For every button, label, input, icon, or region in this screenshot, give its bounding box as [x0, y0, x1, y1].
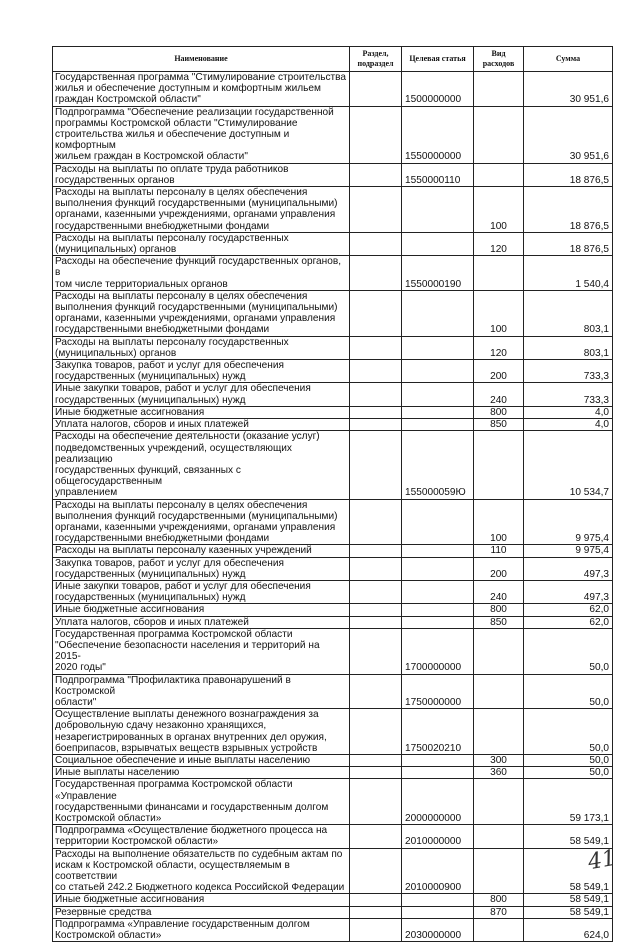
cell-summa: 58 549,1: [524, 848, 613, 894]
cell-razdel: [350, 918, 402, 941]
cell-razdel: [350, 360, 402, 383]
cell-razdel: [350, 709, 402, 755]
cell-name: Государственная программа Костромской области «Управление государственными финансами и государственным долгом Костромской области»: [53, 779, 350, 825]
cell-summa: 10 534,7: [524, 431, 613, 499]
cell-summa: 803,1: [524, 336, 613, 359]
cell-name: Закупка товаров, работ и услуг для обеспечения государственных (муниципальных) нужд: [53, 557, 350, 580]
cell-summa: 59 173,1: [524, 779, 613, 825]
cell-vid: 100: [474, 290, 524, 336]
cell-statya: 155000059Ю: [402, 431, 474, 499]
cell-razdel: [350, 383, 402, 406]
table-row: [53, 383, 613, 406]
table-row: [53, 187, 613, 233]
table-row: [53, 779, 613, 825]
cell-name: Уплата налогов, сборов и иных платежей: [53, 616, 350, 628]
cell-statya: [402, 419, 474, 431]
cell-summa: 733,3: [524, 383, 613, 406]
cell-vid: [474, 163, 524, 186]
table-row: [53, 419, 613, 431]
cell-vid: [474, 106, 524, 163]
cell-statya: [402, 187, 474, 233]
cell-summa: 803,1: [524, 290, 613, 336]
cell-razdel: [350, 906, 402, 918]
cell-summa: 58 549,1: [524, 825, 613, 848]
cell-vid: 300: [474, 754, 524, 766]
cell-vid: 120: [474, 336, 524, 359]
cell-summa: 30 951,6: [524, 106, 613, 163]
cell-summa: 62,0: [524, 604, 613, 616]
cell-name: Иные закупки товаров, работ и услуг для обеспечения государственных (муниципальных) нужд: [53, 383, 350, 406]
table-header-row: [53, 47, 613, 72]
cell-summa: 50,0: [524, 767, 613, 779]
cell-name: Расходы на обеспечение деятельности (оказание услуг) подведомственных учреждений, осуществляющих реализацию государственных функций, связанных с общегосударственным управлением: [53, 431, 350, 499]
cell-statya: [402, 616, 474, 628]
cell-vid: [474, 848, 524, 894]
cell-statya: 1500000000: [402, 72, 474, 107]
cell-name: Расходы на выплаты персоналу государственных (муниципальных) органов: [53, 336, 350, 359]
cell-statya: [402, 232, 474, 255]
cell-name: Иные бюджетные ассигнования: [53, 604, 350, 616]
cell-name: Подпрограмма «Управление государственным долгом Костромской области»: [53, 918, 350, 941]
cell-statya: [402, 360, 474, 383]
cell-razdel: [350, 431, 402, 499]
cell-summa: 1 540,4: [524, 256, 613, 291]
cell-name: Осуществление выплаты денежного вознаграждения за добровольную сдачу незаконно хранящихся, незарегистрированных в органах внутренних дел оружия, боеприпасов, взрывчатых веществ взрывных устройств: [53, 709, 350, 755]
cell-razdel: [350, 406, 402, 418]
cell-vid: [474, 779, 524, 825]
cell-name: Расходы на выплаты персоналу в целях обеспечения выполнения функций государственными (муниципальными) органами, казенными учреждениями, органами управления государственными внебюджетными фондами: [53, 499, 350, 545]
cell-vid: 800: [474, 406, 524, 418]
cell-name: Иные бюджетные ассигнования: [53, 406, 350, 418]
cell-vid: [474, 674, 524, 709]
table-row: [53, 825, 613, 848]
table-row: [53, 256, 613, 291]
cell-statya: 2030000000: [402, 918, 474, 941]
table-row: [53, 709, 613, 755]
cell-vid: [474, 918, 524, 941]
cell-razdel: [350, 767, 402, 779]
cell-razdel: [350, 290, 402, 336]
cell-razdel: [350, 187, 402, 233]
cell-razdel: [350, 894, 402, 906]
cell-statya: [402, 580, 474, 603]
cell-razdel: [350, 256, 402, 291]
cell-summa: 58 549,1: [524, 894, 613, 906]
cell-statya: [402, 290, 474, 336]
header-razdel: Раздел, подраздел: [350, 47, 402, 72]
cell-summa: 497,3: [524, 580, 613, 603]
cell-vid: 200: [474, 557, 524, 580]
cell-vid: [474, 72, 524, 107]
cell-vid: [474, 709, 524, 755]
cell-razdel: [350, 674, 402, 709]
cell-summa: 497,3: [524, 557, 613, 580]
table-row: [53, 767, 613, 779]
cell-vid: 100: [474, 499, 524, 545]
cell-name: Государственная программа "Стимулирование строительства жилья и обеспечение доступным и комфортным жильем граждан Костромской области": [53, 72, 350, 107]
cell-razdel: [350, 848, 402, 894]
cell-razdel: [350, 754, 402, 766]
cell-name: Подпрограмма «Осуществление бюджетного процесса на территории Костромской области»: [53, 825, 350, 848]
cell-razdel: [350, 419, 402, 431]
table-row: [53, 431, 613, 499]
cell-statya: [402, 545, 474, 557]
cell-name: Иные выплаты населению: [53, 767, 350, 779]
table-row: [53, 499, 613, 545]
cell-razdel: [350, 557, 402, 580]
table-row: [53, 616, 613, 628]
cell-vid: 100: [474, 187, 524, 233]
cell-statya: 1750000000: [402, 674, 474, 709]
cell-name: Расходы на выплаты персоналу государственных (муниципальных) органов: [53, 232, 350, 255]
cell-name: Закупка товаров, работ и услуг для обеспечения государственных (муниципальных) нужд: [53, 360, 350, 383]
table-row: [53, 754, 613, 766]
cell-vid: [474, 628, 524, 674]
table-row: [53, 848, 613, 894]
cell-razdel: [350, 580, 402, 603]
cell-statya: 1700000000: [402, 628, 474, 674]
table-row: [53, 232, 613, 255]
cell-summa: 18 876,5: [524, 163, 613, 186]
cell-summa: 9 975,4: [524, 499, 613, 545]
cell-vid: 800: [474, 604, 524, 616]
cell-vid: 240: [474, 580, 524, 603]
cell-name: Иные бюджетные ассигнования: [53, 894, 350, 906]
cell-summa: 62,0: [524, 616, 613, 628]
cell-vid: 870: [474, 906, 524, 918]
cell-statya: [402, 499, 474, 545]
table-row: [53, 894, 613, 906]
cell-vid: 850: [474, 616, 524, 628]
cell-name: Расходы на обеспечение функций государственных органов, в том числе территориальных органов: [53, 256, 350, 291]
cell-summa: 50,0: [524, 754, 613, 766]
table-row: [53, 604, 613, 616]
table-row: [53, 906, 613, 918]
table-row: [53, 106, 613, 163]
cell-statya: [402, 906, 474, 918]
cell-name: Расходы на выплаты персоналу в целях обеспечения выполнения функций государственными (муниципальными) органами, казенными учреждениями, органами управления государственными внебюджетными фондами: [53, 290, 350, 336]
header-name: Наименование: [53, 47, 350, 72]
cell-razdel: [350, 616, 402, 628]
cell-summa: 58 549,1: [524, 906, 613, 918]
table-row: [53, 545, 613, 557]
cell-vid: 240: [474, 383, 524, 406]
cell-name: Государственная программа Костромской области "Обеспечение безопасности населения и территорий на 2015- 2020 годы": [53, 628, 350, 674]
table-body: [53, 72, 613, 942]
cell-razdel: [350, 336, 402, 359]
cell-name: Иные закупки товаров, работ и услуг для обеспечения государственных (муниципальных) нужд: [53, 580, 350, 603]
cell-summa: 50,0: [524, 674, 613, 709]
table-row: [53, 360, 613, 383]
table-row: [53, 674, 613, 709]
cell-summa: 624,0: [524, 918, 613, 941]
cell-razdel: [350, 825, 402, 848]
cell-razdel: [350, 779, 402, 825]
cell-vid: 850: [474, 419, 524, 431]
cell-statya: [402, 336, 474, 359]
cell-statya: 1550000110: [402, 163, 474, 186]
cell-statya: 1750020210: [402, 709, 474, 755]
cell-summa: 9 975,4: [524, 545, 613, 557]
cell-vid: [474, 431, 524, 499]
cell-statya: [402, 754, 474, 766]
cell-razdel: [350, 232, 402, 255]
cell-name: Расходы на выплаты персоналу в целях обеспечения выполнения функций государственными (муниципальными) органами, казенными учреждениями, органами управления государственными внебюджетными фондами: [53, 187, 350, 233]
cell-name: Расходы на выплаты персоналу казенных учреждений: [53, 545, 350, 557]
cell-vid: [474, 256, 524, 291]
cell-statya: [402, 894, 474, 906]
cell-statya: [402, 767, 474, 779]
table-row: [53, 918, 613, 941]
cell-vid: 360: [474, 767, 524, 779]
cell-name: Подпрограмма "Профилактика правонарушений в Костромской области": [53, 674, 350, 709]
cell-vid: 200: [474, 360, 524, 383]
cell-razdel: [350, 106, 402, 163]
cell-name: Подпрограмма "Обеспечение реализации государственной программы Костромской области "Стимулирование строительства жилья и обеспечение доступным и комфортным жильем граждан в Костромской области": [53, 106, 350, 163]
cell-razdel: [350, 545, 402, 557]
cell-name: Социальное обеспечение и иные выплаты населению: [53, 754, 350, 766]
cell-summa: 30 951,6: [524, 72, 613, 107]
cell-name: Расходы на выплаты по оплате труда работников государственных органов: [53, 163, 350, 186]
table-row: [53, 163, 613, 186]
cell-statya: [402, 383, 474, 406]
cell-name: Расходы на выполнение обязательств по судебным актам по искам к Костромской области, осуществляемым в соответствии со статьей 242.2 Бюджетного кодекса Российской Федерации: [53, 848, 350, 894]
cell-statya: 2010000900: [402, 848, 474, 894]
cell-razdel: [350, 628, 402, 674]
cell-statya: 1550000000: [402, 106, 474, 163]
table-row: [53, 580, 613, 603]
cell-statya: [402, 604, 474, 616]
table-row: [53, 406, 613, 418]
cell-statya: 2010000000: [402, 825, 474, 848]
cell-razdel: [350, 499, 402, 545]
cell-summa: 50,0: [524, 709, 613, 755]
cell-vid: 120: [474, 232, 524, 255]
cell-summa: 733,3: [524, 360, 613, 383]
cell-vid: 110: [474, 545, 524, 557]
cell-summa: 18 876,5: [524, 232, 613, 255]
cell-statya: 1550000190: [402, 256, 474, 291]
header-vid: Вид расходов: [474, 47, 524, 72]
cell-razdel: [350, 72, 402, 107]
cell-razdel: [350, 604, 402, 616]
table-row: [53, 72, 613, 107]
table-row: [53, 628, 613, 674]
cell-statya: [402, 557, 474, 580]
cell-statya: [402, 406, 474, 418]
handwritten-page-number: 41: [586, 845, 618, 876]
cell-summa: 18 876,5: [524, 187, 613, 233]
budget-table-sheet: [52, 46, 612, 942]
header-statya: Целевая статья: [402, 47, 474, 72]
header-summa: Сумма: [524, 47, 613, 72]
table-row: [53, 290, 613, 336]
cell-statya: 2000000000: [402, 779, 474, 825]
cell-name: Уплата налогов, сборов и иных платежей: [53, 419, 350, 431]
cell-name: Резервные средства: [53, 906, 350, 918]
table-row: [53, 557, 613, 580]
cell-vid: 800: [474, 894, 524, 906]
cell-razdel: [350, 163, 402, 186]
table-row: [53, 336, 613, 359]
cell-vid: [474, 825, 524, 848]
cell-summa: 4,0: [524, 406, 613, 418]
cell-summa: 50,0: [524, 628, 613, 674]
cell-summa: 4,0: [524, 419, 613, 431]
budget-table: [52, 46, 613, 942]
